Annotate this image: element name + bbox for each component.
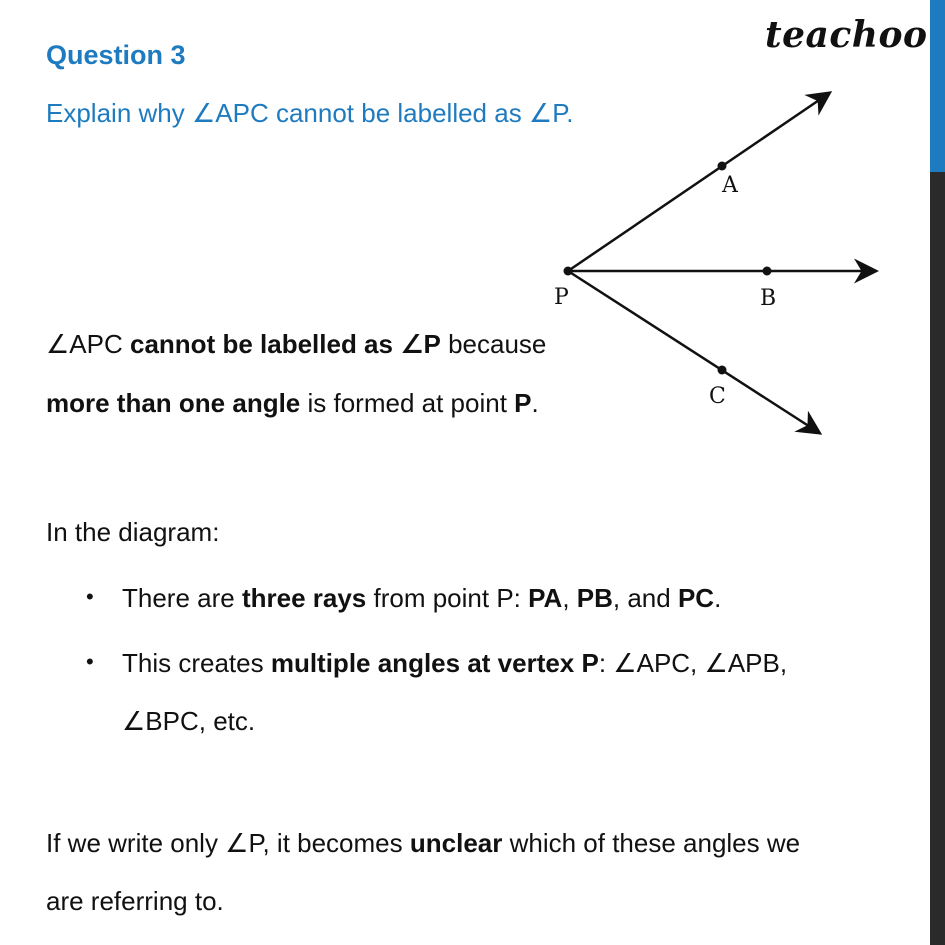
point-a xyxy=(718,162,727,171)
point-p xyxy=(564,267,573,276)
conclusion-line-1: If we write only ∠P, it becomes unclear which of these angles we xyxy=(46,828,801,858)
bullet-item-angles-cont: ∠BPC, etc. xyxy=(122,706,256,736)
answer-line-2: more than one angle is formed at point P. xyxy=(46,388,539,418)
bullet-item-angles: This creates multiple angles at vertex P: ∠APC, ∠APB, xyxy=(122,648,788,678)
label-a: A xyxy=(722,173,738,198)
point-b xyxy=(763,267,772,276)
ray-pc xyxy=(568,271,818,432)
side-accent xyxy=(930,0,945,172)
point-c xyxy=(718,366,727,375)
question-text: Explain why ∠APC cannot be labelled as ∠P. xyxy=(46,98,574,128)
bullet-item-rays: There are three rays from point P: PA, PB, and PC. xyxy=(122,583,722,613)
question-number: Question 3 xyxy=(46,40,186,70)
answer-line-1: ∠APC cannot be labelled as ∠P because xyxy=(46,329,547,359)
bullet-dot: • xyxy=(86,649,94,674)
ray-pa xyxy=(568,94,828,271)
diagram-intro: In the diagram: xyxy=(46,517,220,547)
label-b: B xyxy=(760,286,777,311)
rays-diagram xyxy=(540,80,900,450)
bullet-dot: • xyxy=(86,584,94,609)
teachoo-logo: teachoo xyxy=(765,14,928,56)
label-c: C xyxy=(709,384,726,409)
conclusion-line-2: are referring to. xyxy=(46,886,224,916)
label-p: P xyxy=(554,285,569,310)
